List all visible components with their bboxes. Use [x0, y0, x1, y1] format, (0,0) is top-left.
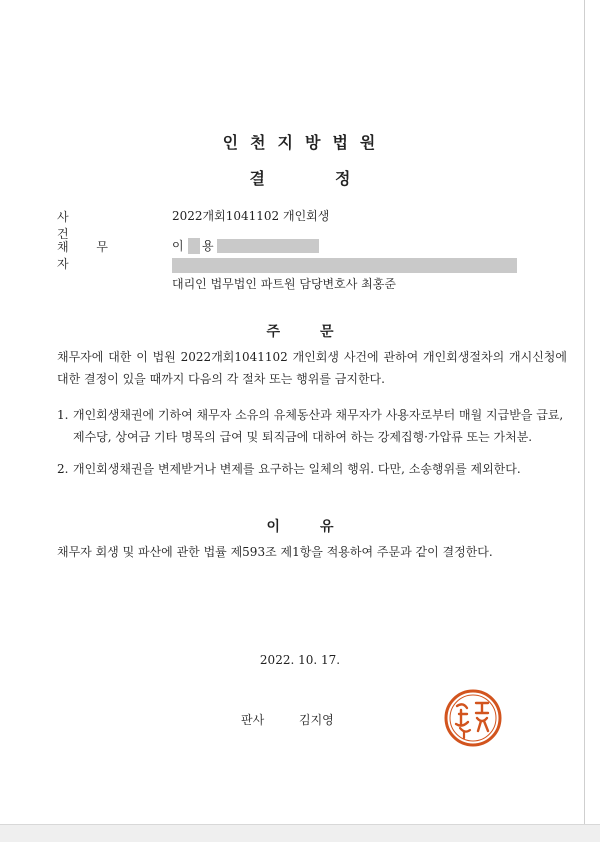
debtor-name-mid: 용 [202, 239, 214, 253]
order-item-text: 개인회생채권을 변제받거나 변제를 요구하는 일체의 행위. 다만, 소송행위를 제외한다. [73, 462, 521, 476]
order-intro: 채무자에 대한 이 법원 2022개회1041102 개인회생 사건에 관하여 개인회생절차의 개시신청에 대한 결정이 있을 때까지 다음의 각 절차 또는 행위를 금지한다. [57, 350, 567, 386]
redaction-block [188, 238, 200, 254]
court-name: 인천지방법원 [222, 133, 388, 152]
reason-heading-char-1: 이 [266, 519, 280, 535]
page-edge-right [584, 0, 585, 841]
document-title-char-1: 결 [249, 169, 265, 188]
order-item-number: 2. [57, 462, 69, 476]
document-title-char-2: 정 [335, 169, 351, 188]
debtor-name-first: 이 [172, 239, 184, 253]
case-label [57, 208, 137, 242]
order-item-text: 개인회생채권에 기하여 채무자 소유의 유체동산과 채무자가 사용자로부터 매월 지급받을 급료, 제수당, 상여금 기타 명목의 급여 및 퇴직금에 대하여 하는 강제집행·가압류 또는 가처분. [73, 408, 564, 444]
reason-text: 채무자 회생 및 파산에 관한 법률 제593조 제1항을 적용하여 주문과 같이 결정한다. [57, 545, 493, 559]
debtor-representative: 대리인 법무법인 파트원 담당변호사 최홍준 [172, 277, 396, 291]
order-heading-char-1: 주 [266, 324, 280, 340]
judge-title: 판사 [241, 713, 265, 727]
decision-date: 2022. 10. 17. [259, 653, 341, 667]
order-item [57, 458, 567, 480]
court-seal-icon [443, 688, 503, 748]
order-heading-char-2: 문 [320, 324, 334, 340]
page-edge-bottom [0, 824, 600, 842]
reason-heading-char-2: 유 [320, 519, 334, 535]
redaction-block [172, 258, 517, 273]
document-title [0, 166, 600, 189]
debtor-label [57, 238, 137, 272]
reason-heading [0, 516, 600, 536]
order-heading [0, 321, 600, 341]
order-item [57, 404, 567, 448]
case-number: 2022개회1041102 개인회생 [172, 209, 330, 223]
judge-name: 김지영 [299, 713, 334, 727]
order-item-number: 1. [57, 408, 69, 422]
redaction-block [217, 239, 319, 253]
case-label-text: 사 건 [57, 210, 105, 241]
debtor-label-text: 채 무 자 [57, 240, 120, 271]
